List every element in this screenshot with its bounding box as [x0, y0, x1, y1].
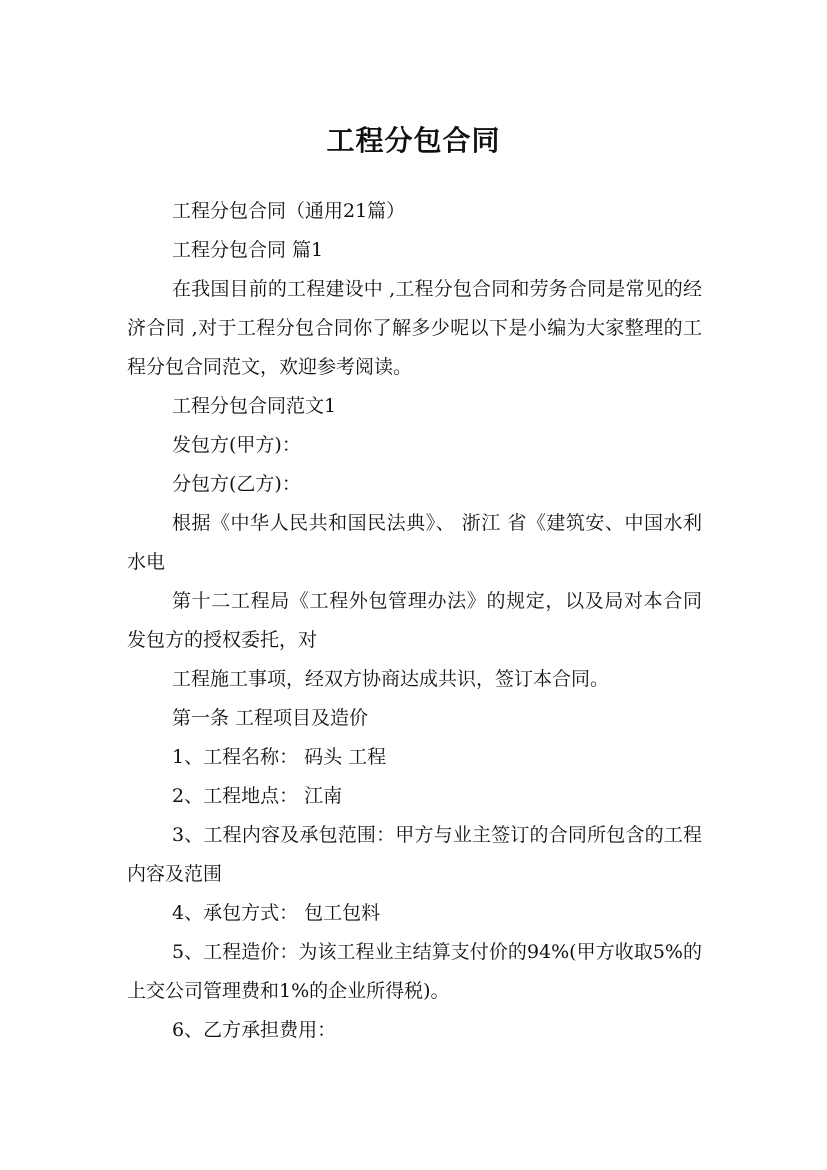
paragraph-party-a: 发包方(甲方)：: [172, 434, 301, 456]
paragraph-project-location: 2、工程地点： 江南: [172, 785, 343, 807]
document-body: [127, 192, 702, 1050]
paragraph-contract-method: 4、承包方式： 包工包料: [172, 902, 381, 924]
paragraph-project-scope: 3、工程内容及承包范围：甲方与业主签订的合同所包含的工程内容及范围: [127, 824, 702, 885]
paragraph-collection-title: 工程分包合同（通用21篇）: [172, 200, 406, 222]
paragraph-agreement: 工程施工事项，经双方协商达成共识，签订本合同。: [172, 668, 610, 690]
paragraph-section-title: 工程分包合同 篇1: [172, 239, 324, 261]
paragraph-article-one: 第一条 工程项目及造价: [172, 707, 369, 729]
paragraph-regulation: 第十二工程局《工程外包管理办法》的规定，以及局对本合同发包方的授权委托，对: [127, 590, 702, 651]
document-title: 工程分包合同: [326, 123, 501, 157]
paragraph-project-name: 1、工程名称： 码头 工程: [172, 746, 387, 768]
paragraph-party-b: 分包方(乙方)：: [172, 473, 301, 495]
paragraph-introduction: 在我国目前的工程建设中 ,工程分包合同和劳务合同是常见的经济合同 ,对于工程分包合同你了解多少呢以下是小编为大家整理的工程分包合同范文，欢迎参考阅读。: [127, 278, 702, 378]
paragraph-sample-title: 工程分包合同范文1: [172, 395, 337, 417]
paragraph-basis: 根据《中华人民共和国民法典》、 浙江 省《建筑安、中国水利水电: [127, 512, 702, 573]
paragraph-party-b-costs: 6、乙方承担费用：: [172, 1019, 337, 1041]
paragraph-project-cost: 5、工程造价：为该工程业主结算支付价的94%(甲方收取5%的上交公司管理费和1%的企业所得税)。: [127, 941, 702, 1002]
